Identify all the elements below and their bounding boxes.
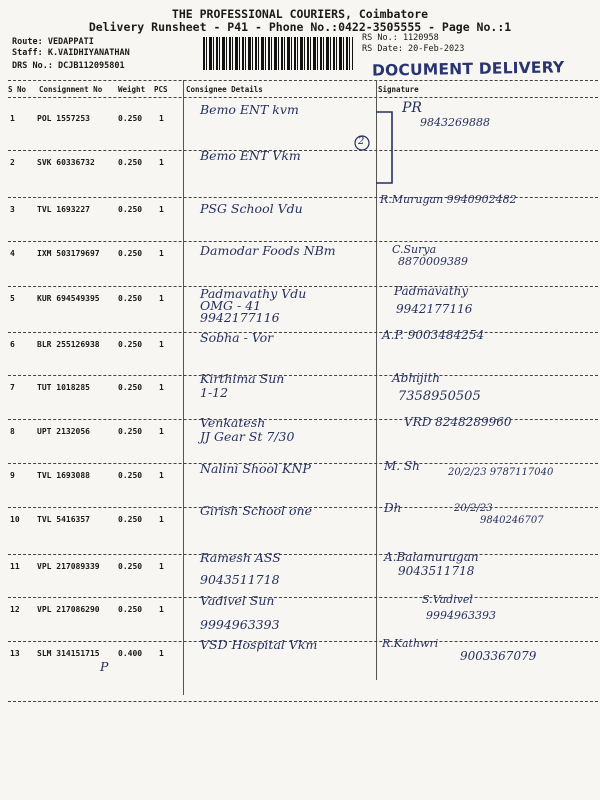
consignee-handwriting: Bemo ENT Vkm [200,148,301,163]
signature-handwriting: Padmavathy [394,284,469,298]
consignee-handwriting: Girish School one [200,503,313,518]
row-sno: 1 [10,114,15,123]
row-consignment: TUT 1018285 [37,383,90,392]
signature-handwriting: S.Vadivel [422,593,473,606]
signature-handwriting: 7358950505 [398,389,481,404]
col-weight: Weight [118,85,146,94]
row-pcs: 1 [159,471,164,480]
row-separator [8,554,598,555]
row-separator [8,597,598,598]
row-consignment: VPL 217086290 [37,605,100,614]
row-weight: 0.250 [118,562,143,571]
consignee-handwriting: OMG - 41 [200,298,262,313]
signature-handwriting: 9942177116 [396,302,473,316]
row-weight: 0.250 [118,605,143,614]
row-sno: 13 [10,649,20,658]
drs-label: DRS No.: DCJB112095801 [12,61,125,71]
signature-handwriting: 8870009389 [398,255,468,268]
col-signature: Signature [378,85,419,94]
row-pcs: 1 [159,605,164,614]
rs-number: RS No.: 1120958 [362,33,439,43]
header-rule-bottom [8,97,598,98]
signature-handwriting: A.P. 9003484254 [382,328,485,342]
signature-handwriting: C.Surya [392,243,437,256]
consignee-handwriting: 1-12 [200,385,229,400]
row-sno: 12 [10,605,20,614]
consignee-handwriting: Bemo ENT kvm [200,102,299,117]
signature-handwriting: 9994963393 [426,609,496,622]
row-consignment: POL 1557253 [37,114,90,123]
row-sno: 2 [10,158,15,167]
signature-handwriting: 9043511718 [398,564,475,578]
row-weight: 0.250 [118,471,143,480]
consignee-handwriting: Vadivel Sun [200,593,275,608]
col-sno: S No [8,85,27,94]
row-separator [8,150,598,151]
consignee-handwriting: P [100,659,109,674]
row-pcs: 1 [159,205,164,214]
row-separator [8,375,598,376]
consignee-handwriting: Nalini Shool KNP [200,461,311,476]
row-consignment: VPL 217089339 [37,562,100,571]
signature-handwriting: A.Balamurugan [384,550,479,564]
row-consignment: TVL 1693088 [37,471,90,480]
row-consignment: KUR 694549395 [37,294,100,303]
consignee-handwriting: VSD Hospital Vkm [200,637,318,652]
row-sno: 5 [10,294,15,303]
row-consignment: UPT 2132056 [37,427,90,436]
row-weight: 0.250 [118,340,143,349]
consignee-handwriting: Padmavathy Vdu [200,286,307,301]
row-separator [8,701,598,702]
row-sno: 11 [10,562,20,571]
col-pcs: PCS [154,85,168,94]
row-sno: 6 [10,340,15,349]
row-consignment: IXM 503179697 [37,249,100,258]
staff-label: Staff: K.VAIDHIYANATHAN [12,48,130,58]
signature-handwriting: PR [402,100,422,116]
signature-handwriting: 20/2/23 [454,503,493,514]
row-pcs: 1 [159,294,164,303]
bracket-mark [376,112,392,183]
row-pcs: 1 [159,158,164,167]
circled-number: 2 [358,136,365,147]
row-sno: 9 [10,471,15,480]
row-separator [8,241,598,242]
row-pcs: 1 [159,383,164,392]
consignee-handwriting: PSG School Vdu [200,201,303,216]
consignee-handwriting: Ramesh ASS [200,550,281,565]
row-weight: 0.250 [118,383,143,392]
row-weight: 0.400 [118,649,143,658]
signature-handwriting: VRD 8248289960 [404,415,512,429]
row-weight: 0.250 [118,294,143,303]
row-pcs: 1 [159,562,164,571]
row-weight: 0.250 [118,158,143,167]
row-sno: 10 [10,515,20,524]
consignee-handwriting: 9043511718 [200,572,280,587]
route-label: Route: VEDAPPATI [12,37,94,47]
row-pcs: 1 [159,340,164,349]
signature-handwriting: M. Sh [384,459,420,473]
signature-handwriting: R.Kathwri [382,637,439,650]
company-title: THE PROFESSIONAL COURIERS, Coimbatore [171,7,429,21]
row-sno: 3 [10,205,15,214]
row-consignment: SLM 314151715 [37,649,100,658]
divider-details [183,80,184,695]
row-weight: 0.250 [118,205,143,214]
row-sno: 4 [10,249,15,258]
signature-handwriting: Abhijith [392,371,441,385]
row-consignment: TVL 5416357 [37,515,90,524]
consignee-handwriting: Venkatesh [200,415,266,430]
row-weight: 0.250 [118,427,143,436]
runsheet-title: Delivery Runsheet - P41 - Phone No.:0422-3505555 - Page No.:1 [88,20,512,34]
signature-handwriting: 20/2/23 9787117040 [448,467,554,478]
barcode-image [203,37,353,70]
consignee-handwriting: JJ Gear St 7/30 [200,429,295,444]
row-consignment: TVL 1693227 [37,205,90,214]
divider-signature [376,80,377,680]
consignee-handwriting: 9942177116 [200,310,280,325]
rs-date: RS Date: 20-Feb-2023 [362,44,465,54]
row-pcs: 1 [159,515,164,524]
row-separator [8,332,598,333]
signature-handwriting: Dh [384,501,402,515]
row-consignment: BLR 255126938 [37,340,100,349]
row-sno: 8 [10,427,15,436]
row-weight: 0.250 [118,114,143,123]
document-delivery-stamp: DOCUMENT DELIVERY [371,58,565,80]
col-consignment: Consignment No [39,85,103,94]
signature-handwriting: 9843269888 [420,116,490,129]
signature-handwriting: 9003367079 [460,649,537,663]
col-consignee: Consignee Details [186,85,263,94]
signature-handwriting: R.Murugan 9940902482 [380,193,517,206]
consignee-handwriting: 9994963393 [200,617,280,632]
row-pcs: 1 [159,427,164,436]
row-sno: 7 [10,383,15,392]
row-weight: 0.250 [118,515,143,524]
consignee-handwriting: Kirthima Sun [200,371,285,386]
row-pcs: 1 [159,114,164,123]
row-pcs: 1 [159,249,164,258]
row-pcs: 1 [159,649,164,658]
consignee-handwriting: Damodar Foods NBm [200,243,336,258]
signature-handwriting: 9840246707 [480,515,544,526]
consignee-handwriting: Sobha - Vor [200,330,274,345]
row-weight: 0.250 [118,249,143,258]
header-rule-top [8,80,598,81]
row-consignment: SVK 60336732 [37,158,95,167]
